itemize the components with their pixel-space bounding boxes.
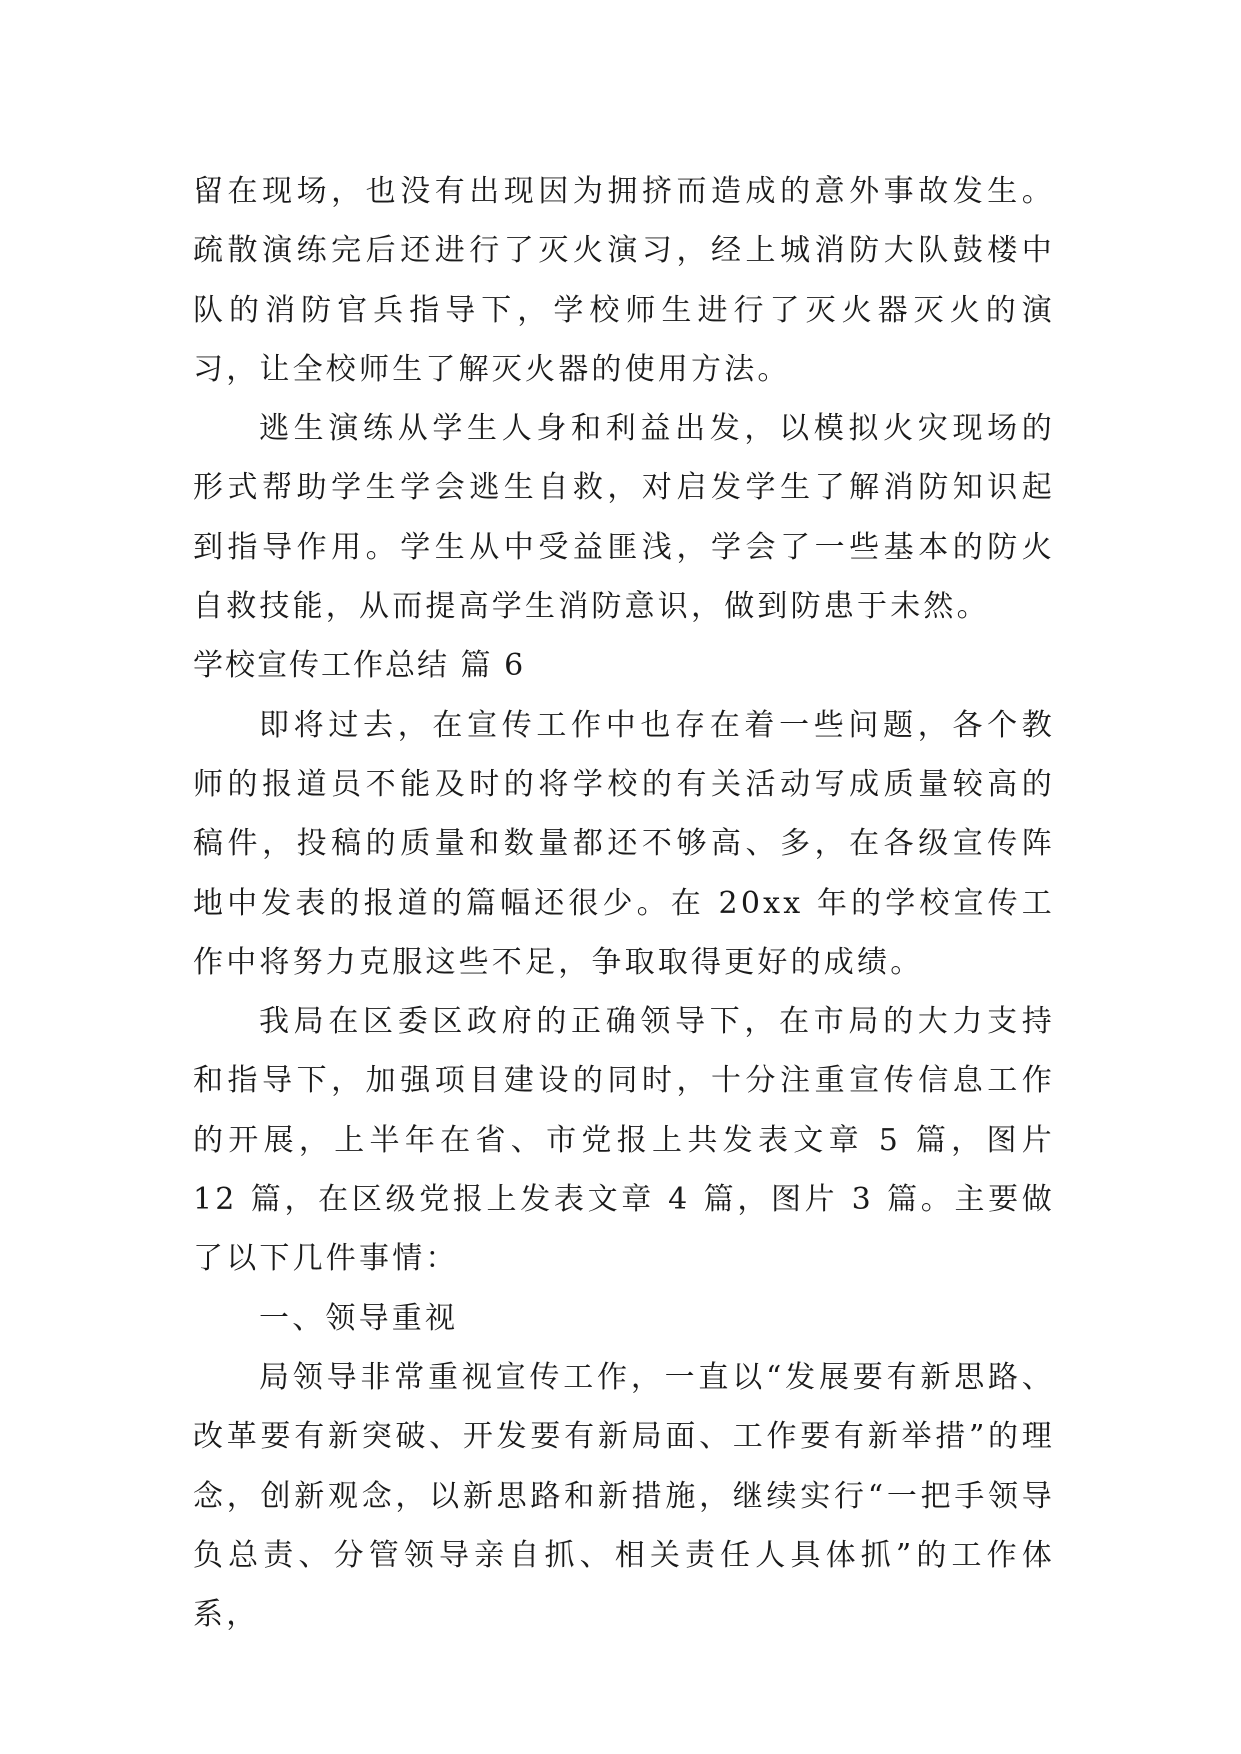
paragraph-drill-result: 留在现场，也没有出现因为拥挤而造成的意外事故发生。疏散演练完后还进行了灭火演习，经上城消防大队鼓楼中队的消防官兵指导下，学校师生进行了灭火器灭火的演习，让全校师生了解灭火器的使用方法。	[193, 174, 1055, 387]
paragraph-leadership: 局领导非常重视宣传工作，一直以“发展要有新思路、改革要有新突破、开发要有新局面、工作要有新举措”的理念，创新观念，以新思路和新措施，继续实行“一把手领导负总责、分管领导亲自抓、相关责任人具体抓”的工作体系，	[193, 1359, 1055, 1633]
paragraph-bureau-summary: 我局在区委区政府的正确领导下，在市局的大力支持和指导下，加强项目建设的同时，十分注重宣传信息工作的开展，上半年在省、市党报上共发表文章 5 篇，图片 12 篇，在区级党报上发表文章 4 篇，图片 3 篇。主要做了以下几件事情：	[193, 1004, 1055, 1277]
section-heading: 学校宣传工作总结 篇 6	[193, 648, 526, 684]
paragraph-problems: 即将过去，在宣传工作中也存在着一些问题，各个教师的报道员不能及时的将学校的有关活动写成质量较高的稿件，投稿的质量和数量都还不够高、多，在各级宣传阵地中发表的报道的篇幅还很少。在 20xx 年的学校宣传工作中将努力克服这些不足，争取取得更好的成绩。	[193, 707, 1055, 980]
subheading-leadership: 一、领导重视	[259, 1300, 459, 1336]
paragraph-escape-drill: 逃生演练从学生人身和利益出发，以模拟火灾现场的形式帮助学生学会逃生自救，对启发学生了解消防知识起到指导作用。学生从中受益匪浅，学会了一些基本的防火自救技能，从而提高学生消防意识，做到防患于未然。	[193, 411, 1055, 625]
document-body	[193, 162, 1055, 1644]
